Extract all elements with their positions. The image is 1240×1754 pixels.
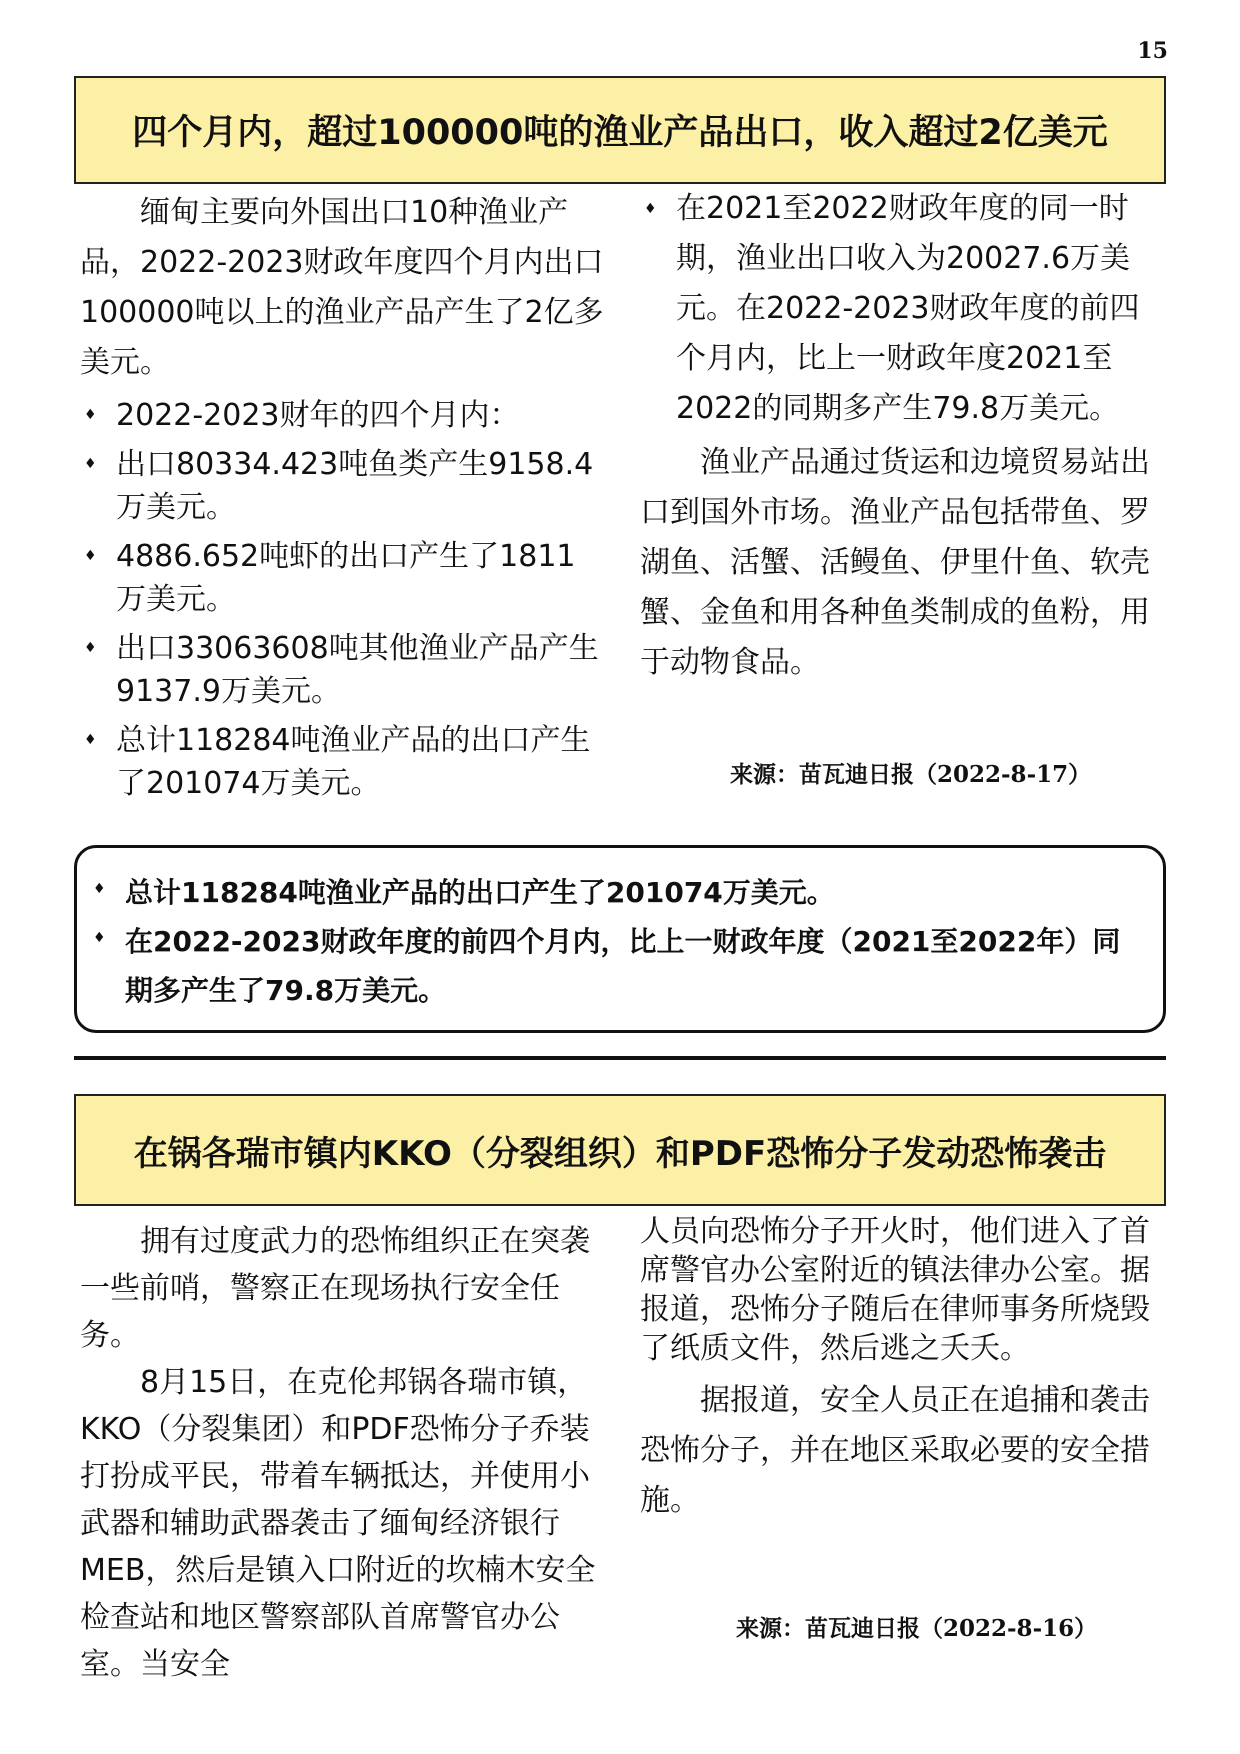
summary-list [89,868,1143,1015]
article2-left-column [80,1218,604,1688]
article1-right-paragraph: 渔业产品通过货运和边境贸易站出口到国外市场。渔业产品包括带鱼、罗湖鱼、活蟹、活鳗鱼、伊里什鱼、软壳蟹、金鱼和用各种鱼类制成的鱼粉，用于动物食品。 [640,445,1150,680]
article1-title: 四个月内，超过100000吨的渔业产品出口，收入超过2亿美元 [132,113,1108,153]
article1-right-bullets [640,184,1166,434]
article2-source: 来源：苗瓦迪日报（2022-8-16） [736,1615,1098,1642]
article1-left-column [80,188,604,805]
list-item: ♦ 出口80334.423吨鱼类产生9158.4万美元。 [80,443,604,529]
article1-headline [74,76,1166,184]
page-number: 15 [1137,38,1168,64]
article1-right-column [640,184,1166,688]
summary-box [74,845,1166,1033]
list-item: ♦ 在2022-2023财政年度的前四个月内，比上一财政年度（2021至2022年）同期多产生了79.8万美元。 [89,917,1143,1015]
list-item: ♦ 在2021至2022财政年度的同一时期，渔业出口收入为20027.6万美元。在2022-2023财政年度的前四个月内，比上一财政年度2021至2022的同期多产生79.8万美元。 [640,184,1166,434]
article2-right-paragraph-1: 人员向恐怖分子开火时，他们进入了首席警官办公室附近的镇法律办公室。据报道，恐怖分子随后在律师事务所烧毁了纸质文件，然后逃之夭夭。 [640,1214,1150,1366]
article2-left-paragraph-2: 8月15日，在克伦邦锅各瑞市镇，KKO（分裂集团）和PDF恐怖分子乔装打扮成平民，带着车辆抵达，并使用小武器和辅助武器袭击了缅甸经济银行MEB，然后是镇入口附近的坎楠木安全检查站和地区警察部队首席警官办公室。当安全 [80,1365,596,1682]
list-item: ♦ 2022-2023财年的四个月内： [80,394,604,437]
list-item: ♦ 出口33063608吨其他渔业产品产生9137.9万美元。 [80,627,604,713]
article2-right-paragraph-2: 据报道，安全人员正在追捕和袭击恐怖分子，并在地区采取必要的安全措施。 [640,1383,1150,1518]
article2-right-column [640,1212,1166,1526]
article2-title: 在锅各瑞市镇内KKO（分裂组织）和PDF恐怖分子发动恐怖袭击 [133,1133,1107,1174]
section-divider [74,1056,1166,1060]
article1-source: 来源：苗瓦迪日报（2022-8-17） [730,761,1092,788]
list-item: ♦ 总计118284吨渔业产品的出口产生了201074万美元。 [80,719,604,805]
article2-left-paragraph-1: 拥有过度武力的恐怖组织正在突袭一些前哨，警察正在现场执行安全任务。 [80,1224,590,1353]
list-item: ♦ 总计118284吨渔业产品的出口产生了201074万美元。 [89,868,1143,917]
article1-left-bullets [80,394,604,805]
list-item: ♦ 4886.652吨虾的出口产生了1811万美元。 [80,535,604,621]
article2-headline [74,1094,1166,1206]
article1-intro: 缅甸主要向外国出口10种渔业产品，2022-2023财政年度四个月内出口100000吨以上的渔业产品产生了2亿多美元。 [80,195,604,380]
